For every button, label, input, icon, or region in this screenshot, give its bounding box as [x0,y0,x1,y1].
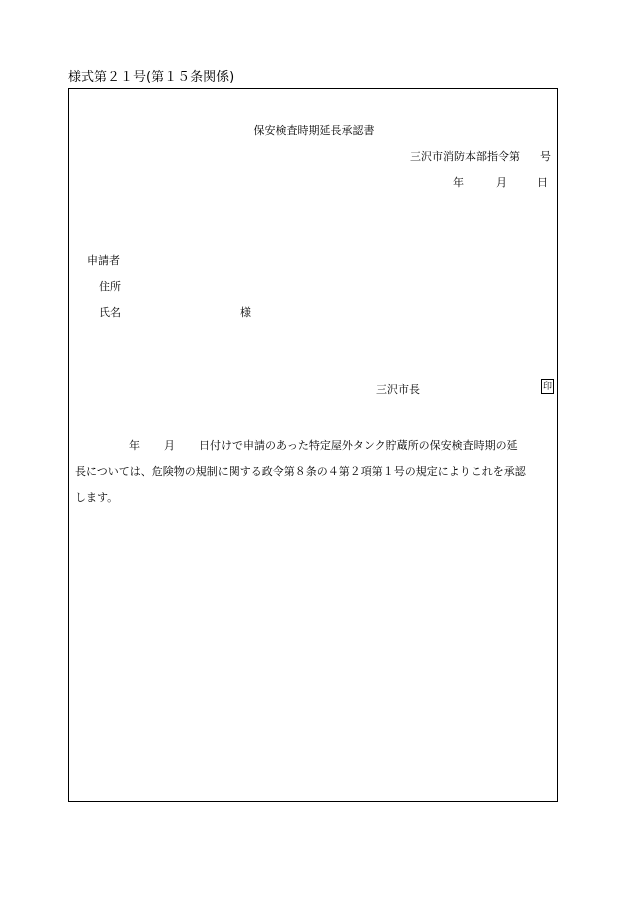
form-number: 様式第２１号(第１５条関係) [68,70,235,85]
certificate-number-prefix: 三沢市消防本部指令第 [410,150,520,163]
approval-year: 年 [129,439,140,452]
approval-text-line-1 [75,433,555,459]
document-title: 保安検査時期延長承認書 [253,124,375,137]
approval-text-line-3: します。 [75,491,119,504]
honorific: 様 [240,306,251,319]
approval-line-1-rest: 日付けで申請のあった特定屋外タンク貯蔵所の保安検査時期の延 [199,439,518,452]
issue-date-day: 日 [537,176,548,189]
approval-text-line-2: 長については、危険物の規制に関する政令第８条の４第２項第１号の規定によりこれを承認 [75,465,526,478]
document-frame [68,88,558,802]
certificate-number [410,148,551,164]
approval-text [75,433,555,511]
certificate-number-suffix: 号 [540,150,551,163]
seal-mark: 印 [541,379,554,394]
approval-month: 月 [164,439,175,452]
issue-date [453,174,548,190]
issue-date-year: 年 [453,176,464,189]
applicant-label: 申請者 [87,254,120,267]
issuer-title: 三沢市長 [376,383,420,396]
address-label: 住所 [99,280,121,293]
name-label: 氏名 [99,306,121,319]
issue-date-month: 月 [496,176,507,189]
